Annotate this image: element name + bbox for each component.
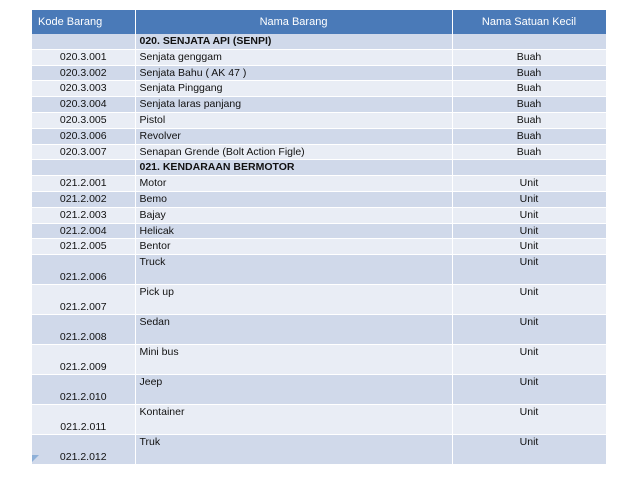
satuan-cell: Unit bbox=[452, 176, 606, 192]
nama-barang-cell: Sedan bbox=[135, 315, 452, 345]
nama-barang-cell: Pistol bbox=[135, 112, 452, 128]
kode-barang-cell: 021.2.003 bbox=[32, 207, 135, 223]
satuan-cell bbox=[452, 160, 606, 176]
table-body bbox=[32, 34, 606, 465]
satuan-cell: Unit bbox=[452, 405, 606, 435]
table-row bbox=[32, 191, 606, 207]
kode-barang-cell: 020.3.006 bbox=[32, 128, 135, 144]
nama-barang-cell: Truck bbox=[135, 255, 452, 285]
satuan-cell: Unit bbox=[452, 345, 606, 375]
kode-barang-cell: 021.2.012 bbox=[32, 435, 135, 465]
satuan-cell: Unit bbox=[452, 315, 606, 345]
satuan-cell: Unit bbox=[452, 285, 606, 315]
satuan-cell: Buah bbox=[452, 97, 606, 113]
nama-barang-cell: Jeep bbox=[135, 375, 452, 405]
table-row bbox=[32, 81, 606, 97]
satuan-cell: Buah bbox=[452, 65, 606, 81]
kode-barang-cell: 020.3.002 bbox=[32, 65, 135, 81]
section-row bbox=[32, 160, 606, 176]
satuan-cell: Buah bbox=[452, 81, 606, 97]
table-row bbox=[32, 49, 606, 65]
table-row bbox=[32, 315, 606, 345]
nama-barang-cell: Senjata laras panjang bbox=[135, 97, 452, 113]
kode-barang-cell: 021.2.006 bbox=[32, 255, 135, 285]
kode-barang-cell: 021.2.009 bbox=[32, 345, 135, 375]
table-row bbox=[32, 176, 606, 192]
items-table bbox=[32, 10, 607, 465]
nama-barang-cell: Kontainer bbox=[135, 405, 452, 435]
kode-barang-cell: 021.2.002 bbox=[32, 191, 135, 207]
table-row bbox=[32, 345, 606, 375]
kode-barang-cell bbox=[32, 34, 135, 49]
kode-barang-cell: 021.2.005 bbox=[32, 239, 135, 255]
kode-barang-cell bbox=[32, 160, 135, 176]
kode-barang-cell: 020.3.003 bbox=[32, 81, 135, 97]
table-row bbox=[32, 375, 606, 405]
nama-barang-cell: Motor bbox=[135, 176, 452, 192]
kode-barang-cell: 021.2.001 bbox=[32, 176, 135, 192]
satuan-cell: Buah bbox=[452, 128, 606, 144]
nama-barang-cell: Bajay bbox=[135, 207, 452, 223]
table-row bbox=[32, 65, 606, 81]
nama-barang-cell: Senjata Pinggang bbox=[135, 81, 452, 97]
header-kode-barang: Kode Barang bbox=[32, 10, 135, 34]
nama-barang-cell: Pick up bbox=[135, 285, 452, 315]
nama-barang-cell: Truk bbox=[135, 435, 452, 465]
satuan-cell: Buah bbox=[452, 112, 606, 128]
header-nama-satuan-kecil: Nama Satuan Kecil bbox=[452, 10, 606, 34]
satuan-cell bbox=[452, 34, 606, 49]
slide-corner-triangle-icon bbox=[32, 455, 39, 462]
table-row bbox=[32, 239, 606, 255]
nama-barang-cell: Bemo bbox=[135, 191, 452, 207]
table-row bbox=[32, 223, 606, 239]
nama-barang-cell: Helicak bbox=[135, 223, 452, 239]
nama-barang-cell: 020. SENJATA API (SENPI) bbox=[135, 34, 452, 49]
nama-barang-cell: Bentor bbox=[135, 239, 452, 255]
satuan-cell: Unit bbox=[452, 223, 606, 239]
satuan-cell: Unit bbox=[452, 207, 606, 223]
header-nama-barang: Nama Barang bbox=[135, 10, 452, 34]
kode-barang-cell: 021.2.004 bbox=[32, 223, 135, 239]
table-row bbox=[32, 207, 606, 223]
satuan-cell: Unit bbox=[452, 375, 606, 405]
table-header-row bbox=[32, 10, 606, 34]
table-row bbox=[32, 112, 606, 128]
kode-barang-cell: 020.3.004 bbox=[32, 97, 135, 113]
nama-barang-cell: Revolver bbox=[135, 128, 452, 144]
kode-barang-cell: 021.2.008 bbox=[32, 315, 135, 345]
table-row bbox=[32, 144, 606, 160]
nama-barang-cell: 021. KENDARAAN BERMOTOR bbox=[135, 160, 452, 176]
kode-barang-cell: 020.3.007 bbox=[32, 144, 135, 160]
section-row bbox=[32, 34, 606, 49]
table-row bbox=[32, 285, 606, 315]
table-row bbox=[32, 128, 606, 144]
table-row bbox=[32, 405, 606, 435]
nama-barang-cell: Senjata genggam bbox=[135, 49, 452, 65]
satuan-cell: Buah bbox=[452, 49, 606, 65]
table-row bbox=[32, 255, 606, 285]
kode-barang-cell: 020.3.005 bbox=[32, 112, 135, 128]
kode-barang-cell: 020.3.001 bbox=[32, 49, 135, 65]
satuan-cell: Buah bbox=[452, 144, 606, 160]
satuan-cell: Unit bbox=[452, 435, 606, 465]
table-row bbox=[32, 435, 606, 465]
kode-barang-cell: 021.2.011 bbox=[32, 405, 135, 435]
kode-barang-cell: 021.2.007 bbox=[32, 285, 135, 315]
kode-barang-cell: 021.2.010 bbox=[32, 375, 135, 405]
satuan-cell: Unit bbox=[452, 191, 606, 207]
satuan-cell: Unit bbox=[452, 255, 606, 285]
nama-barang-cell: Senapan Grende (Bolt Action Figle) bbox=[135, 144, 452, 160]
table-row bbox=[32, 97, 606, 113]
nama-barang-cell: Mini bus bbox=[135, 345, 452, 375]
nama-barang-cell: Senjata Bahu ( AK 47 ) bbox=[135, 65, 452, 81]
satuan-cell: Unit bbox=[452, 239, 606, 255]
